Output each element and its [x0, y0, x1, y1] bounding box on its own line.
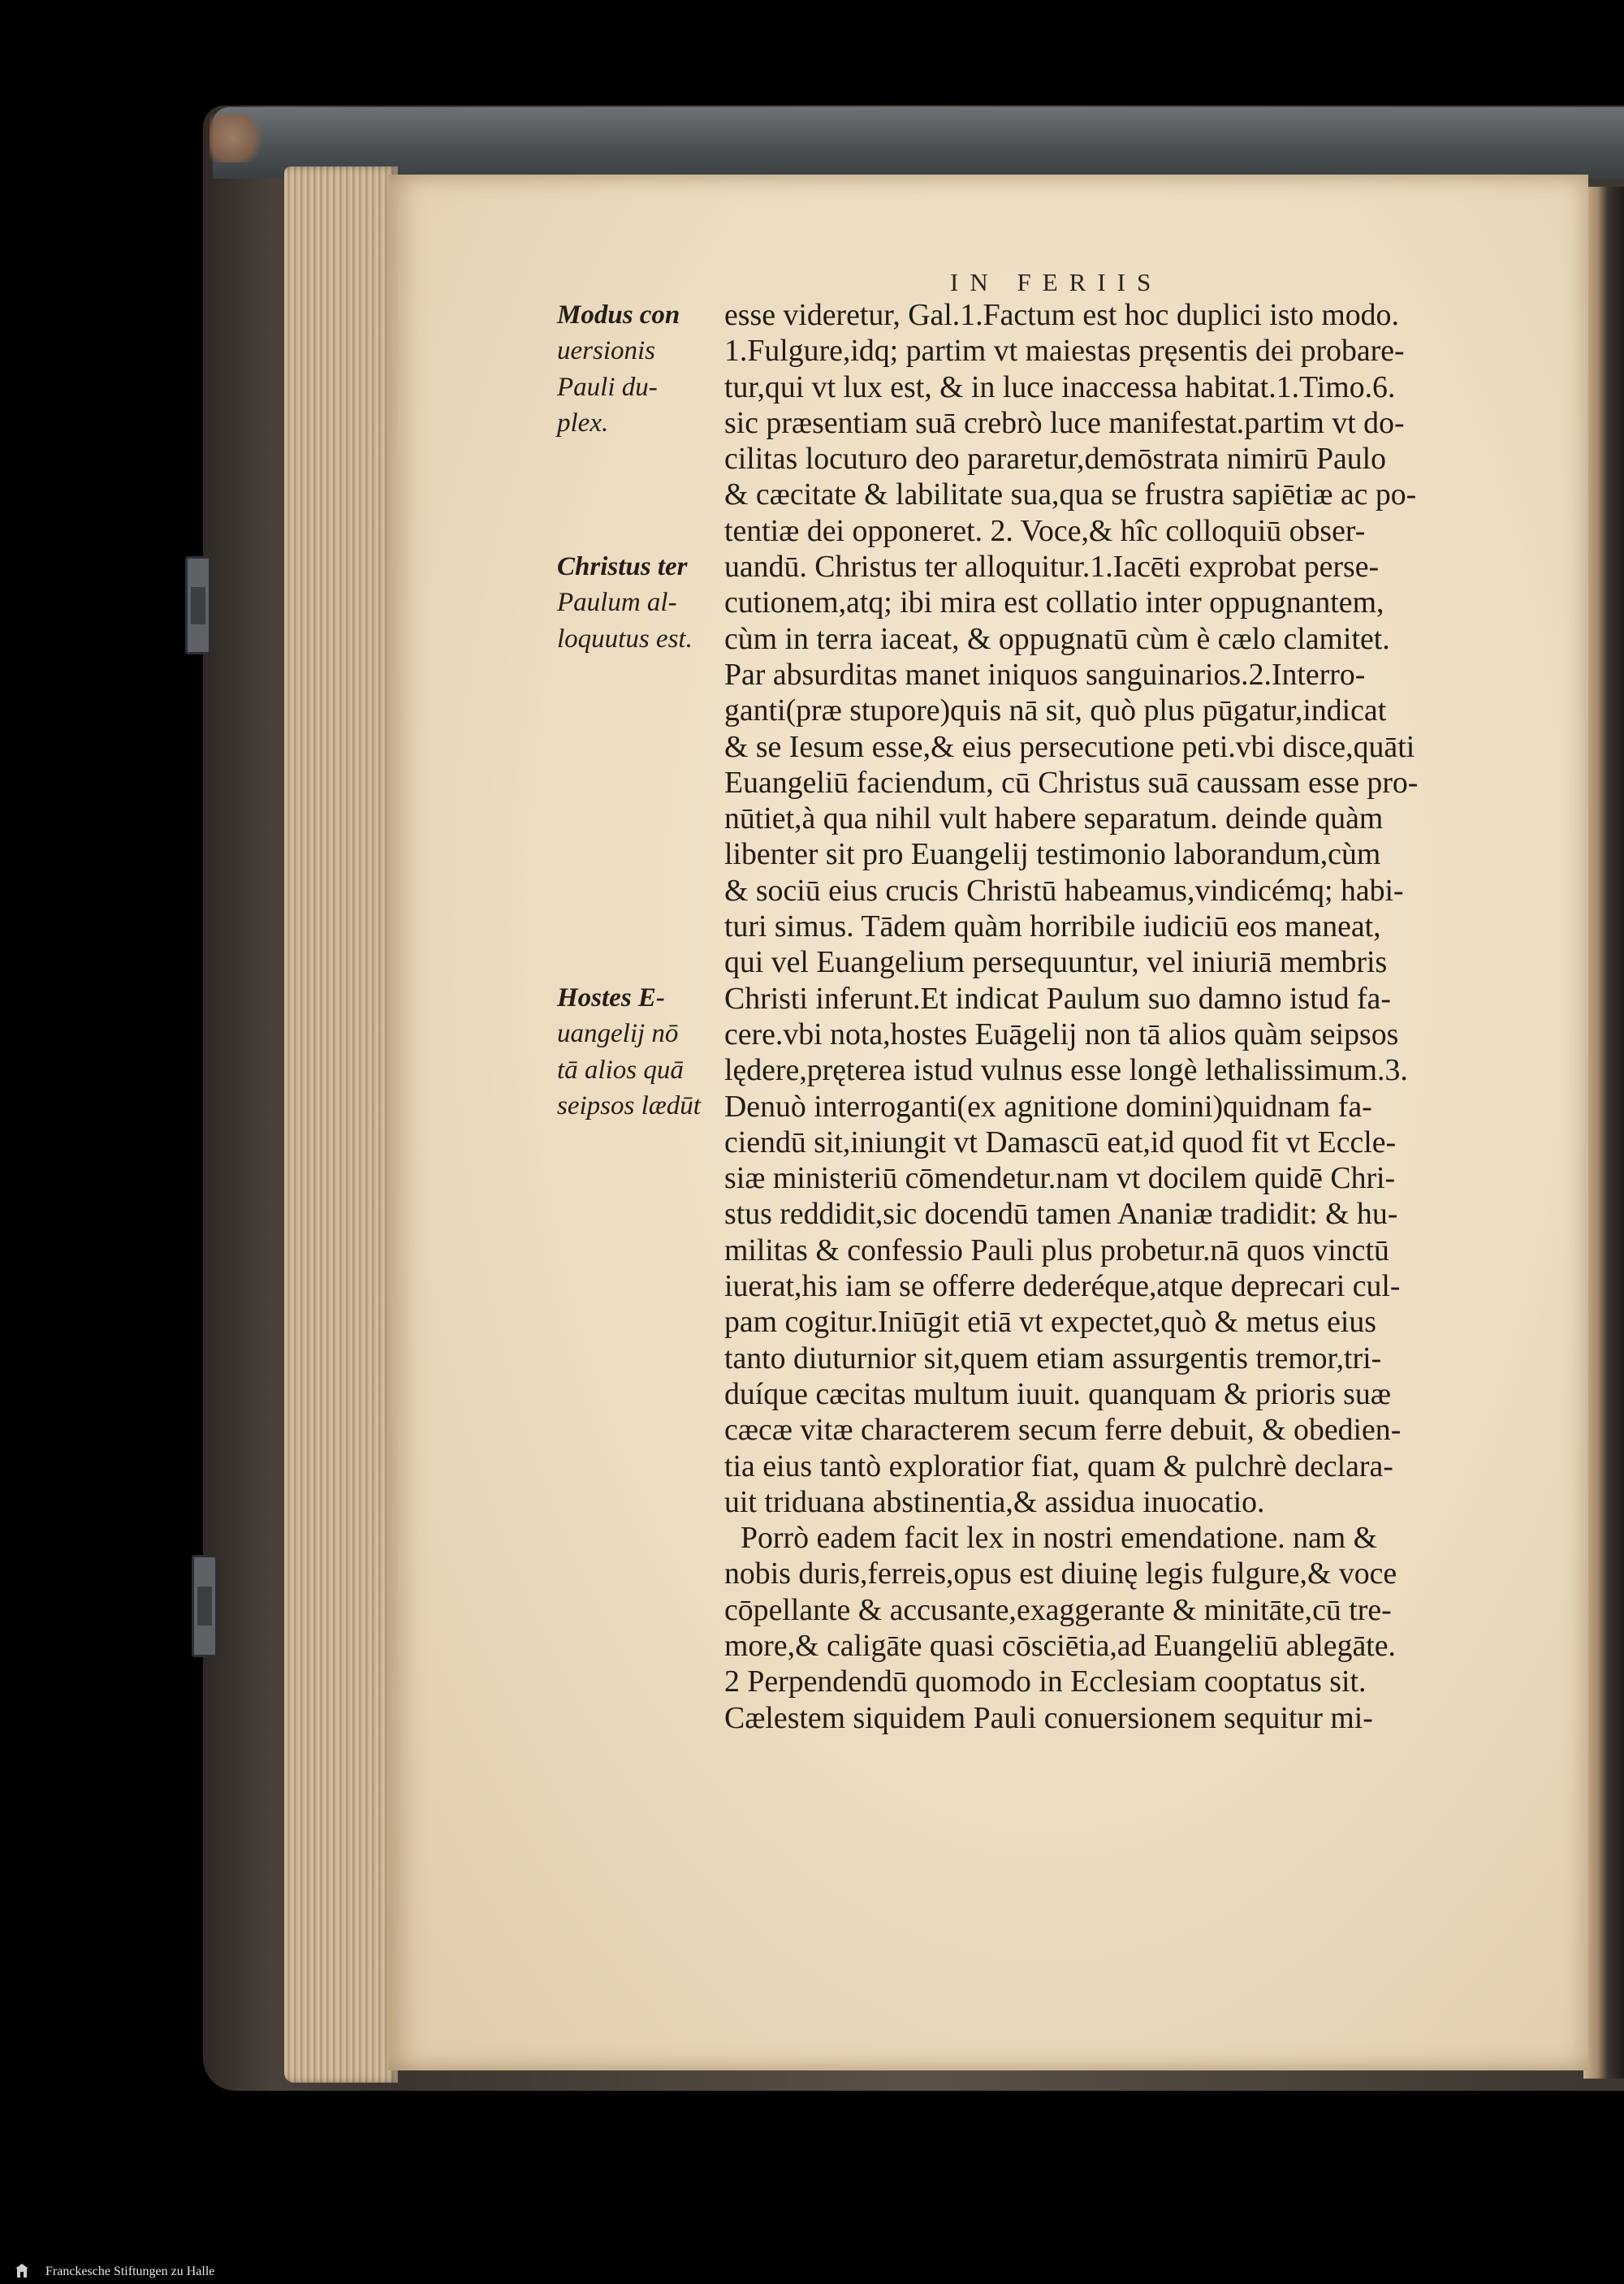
text-line: cere.vbi nota,hostes Euāgelij non tā alios quàm seipsos [724, 1017, 1399, 1051]
clasp-lower [192, 1555, 218, 1657]
text-line: tentiæ dei opponeret. 2. Voce,& hîc colloquiū obser- [724, 513, 1366, 548]
text-line: duíque cæcitas multum iuuit. quanquam & prioris suæ [724, 1376, 1391, 1411]
margin-note-2 [557, 549, 723, 657]
margin-note-line: Modus con [557, 300, 680, 330]
text-line: Porrò eadem facit lex in nostri emendatione. nam & [741, 1521, 1378, 1556]
margin-note-line: Pauli du- [557, 372, 658, 402]
text-line: turi simus. Tādem quàm horribile iudiciū eos maneat, [724, 909, 1381, 944]
margin-note-line: Christus ter [557, 552, 688, 581]
clasp-upper [185, 556, 211, 654]
margin-note-line: uersionis [557, 336, 656, 366]
margin-note-line: uangelij nō [557, 1019, 679, 1049]
footer-bar [0, 2260, 1624, 2284]
page-edge-stack [284, 166, 398, 2083]
text-line: tia eius tantò exploratior fiat, quam & pulchrè declara- [724, 1449, 1393, 1483]
text-line: & se Iesum esse,& eius persecutione peti.vbi disce,quāti [724, 729, 1415, 764]
margin-note-line: tā alios quā [557, 1055, 684, 1085]
book-cover-top-edge [213, 107, 1624, 179]
institution-credit[interactable]: Franckesche Stiftungen zu Halle [45, 2265, 215, 2278]
text-line: militas & confessio Pauli plus probetur.nā quos vinctū [724, 1233, 1389, 1267]
text-line: siæ ministeriū cōmendetur.nam vt docilem quidē Chri- [724, 1161, 1396, 1196]
text-line: Euangeliū faciendum, cū Christus suā caussam esse pro- [724, 765, 1419, 800]
institution-logo-svg [15, 2263, 29, 2281]
text-line: qui vel Euangelium persequuntur, vel iniuriā membris [724, 945, 1388, 980]
text-line: cilitas locuturo deo pararetur,demōstrata nimirū Paulo [724, 442, 1387, 477]
text-line: esse videretur, Gal.1.Factum est hoc duplici isto modo. [724, 298, 1399, 332]
text-line: Denuò interroganti(ex agnitione domini)quidnam fa- [724, 1089, 1372, 1124]
text-line: ciendū sit,iniungit vt Damascū eat,id quod fit vt Eccle- [724, 1125, 1397, 1159]
text-line: tanto diuturnior sit,quem etiam assurgentis tremor,tri- [724, 1341, 1382, 1375]
text-line: uandū. Christus ter alloquitur.1.Iacēti exprobat perse- [724, 550, 1380, 585]
text-line: 2 Perpendendū quomodo in Ecclesiam cooptatus sit. [724, 1664, 1367, 1699]
text-line: Par absurditas manet iniquos sanguinarios.2.Interro- [724, 657, 1366, 692]
text-line: lędere,pręterea istud vulnus esse longè lethalissimum.3. [724, 1053, 1408, 1088]
text-line: tur,qui vt lux est, & in luce inaccessa habitat.1.Timo.6. [724, 369, 1396, 404]
margin-note-3 [557, 980, 723, 1124]
text-line: nūtiet,à qua nihil vult habere separatum. deinde quàm [724, 801, 1384, 836]
text-line: stus reddidit,sic docendū tamen Ananiæ tradidit: & hu- [724, 1197, 1398, 1232]
running-head: IN FERIIS [950, 268, 1163, 296]
text-line: cùm in terra iaceat, & oppugnatū cùm è cælo clamitet. [724, 621, 1390, 656]
margin-note-line: Hostes E- [557, 983, 665, 1012]
spine-wear [209, 114, 266, 162]
text-line: uit triduana abstinentia,& assidua inuocatio. [724, 1484, 1265, 1519]
text-line: cutionem,atq; ibi mira est collatio inter oppugnantem, [724, 585, 1384, 620]
text-line: 1.Fulgure,idq; partim vt maiestas pręsentis dei probare- [724, 334, 1405, 369]
text-line: Christi inferunt.Et indicat Paulum suo damno istud fa- [724, 981, 1391, 1016]
text-line: nobis duris,ferreis,opus est diuinę legis fulgure,& voce [724, 1556, 1397, 1591]
margin-note-line: Paulum al- [557, 588, 677, 618]
margin-note-line: seipsos lædūt [557, 1090, 701, 1120]
margin-note-line: plex. [557, 408, 609, 438]
text-line: more,& caligāte quasi cōsciētia,ad Euangeliū ablegāte. [724, 1628, 1396, 1663]
body-text [724, 297, 1512, 1736]
text-line: ganti(præ stupore)quis nā sit, quò plus pūgatur,indicat [724, 693, 1387, 728]
text-line: pam cogitur.Iniūgit etiā vt expectet,quò & metus eius [724, 1305, 1376, 1340]
text-line: & cæcitate & labilitate sua,qua se frustra sapiētiæ ac po- [724, 477, 1417, 512]
text-line: Cælestem siquidem Pauli conuersionem sequitur mi- [724, 1700, 1373, 1735]
text-line: libenter sit pro Euangelij testimonio laborandum,cùm [724, 837, 1381, 872]
institution-logo-icon [13, 2263, 31, 2281]
margin-note-1 [557, 297, 723, 441]
text-line: & sociū eius crucis Christū habeamus,vindicémq; habi- [724, 873, 1404, 908]
text-line: cōpellante & accusante,exaggerante & minitāte,cū tre- [724, 1592, 1392, 1627]
text-line: sic præsentiam suā crebrò luce manifestat.partim vt do- [724, 405, 1405, 440]
text-line: cæcæ vitæ characterem secum ferre debuit, & obedien- [724, 1413, 1402, 1448]
right-page-edge [1583, 187, 1624, 2079]
text-line: iuerat,his iam se offerre dederéque,atque deprecari cul- [724, 1269, 1401, 1304]
margin-note-line: loquutus est. [557, 624, 693, 654]
